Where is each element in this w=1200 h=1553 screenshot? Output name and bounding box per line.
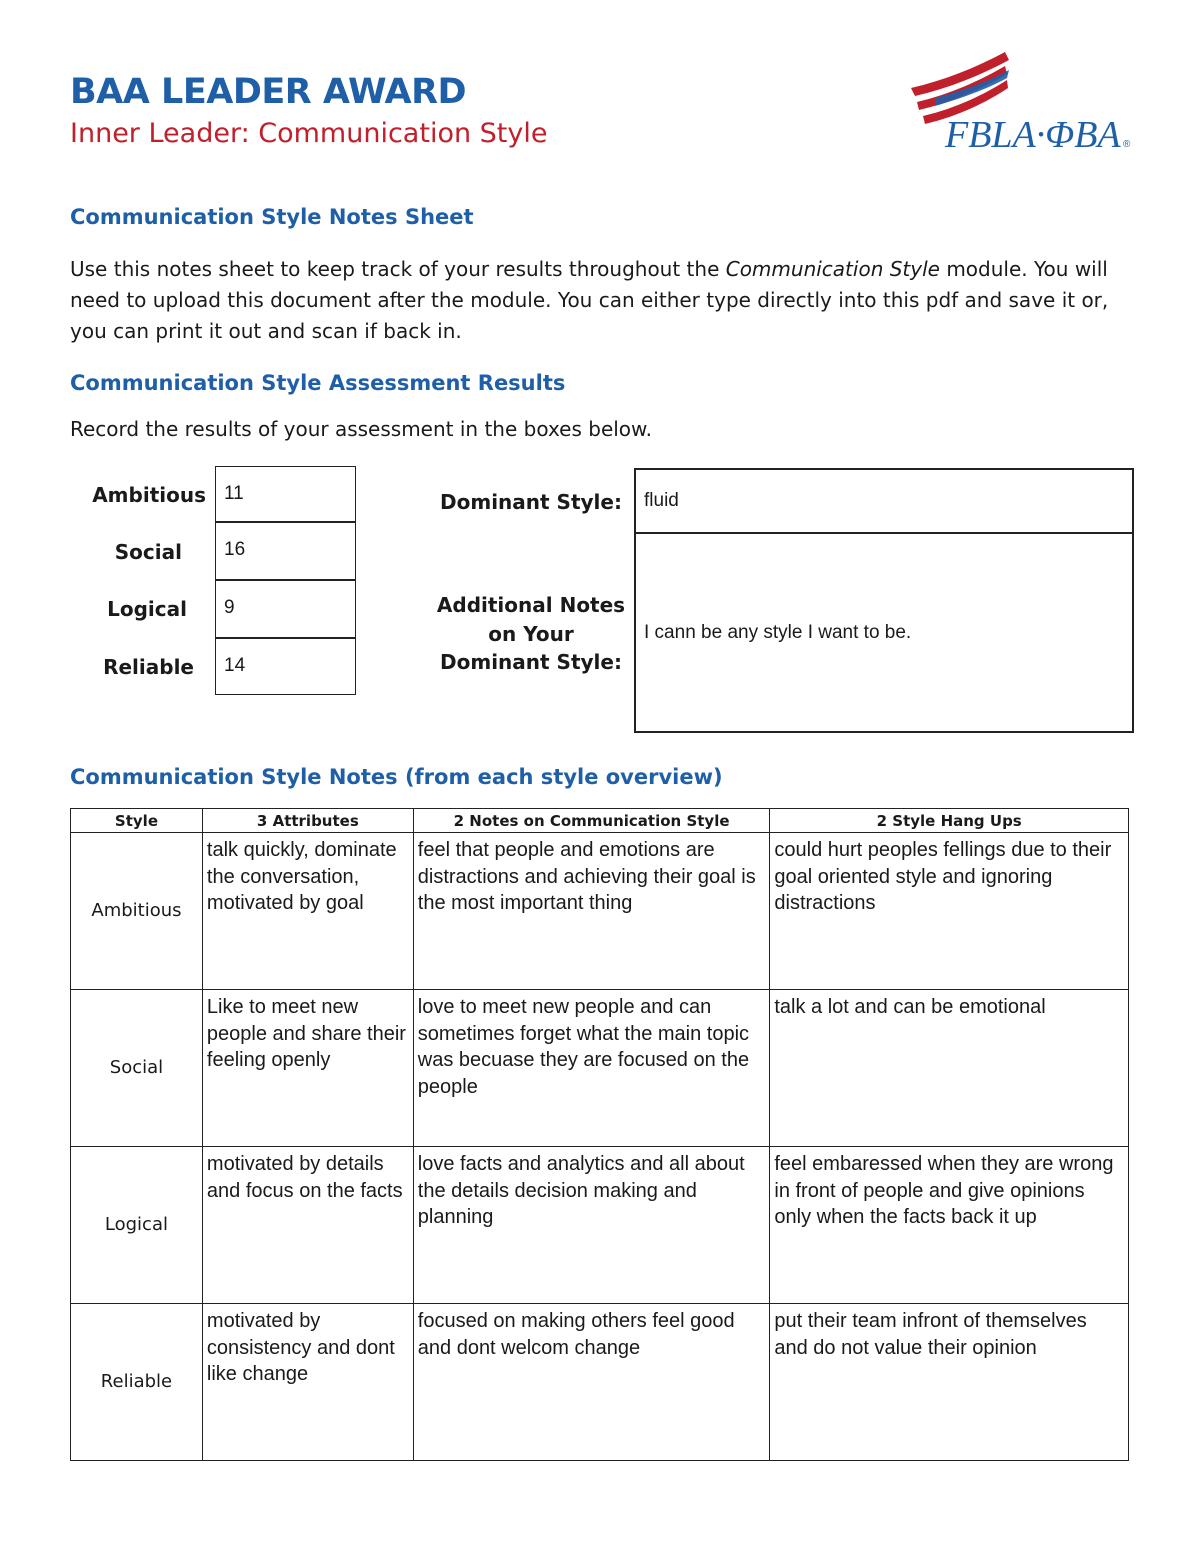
notes-cell[interactable]: love to meet new people and can sometimes forget what the main topic was becuase they are focused on the people <box>413 990 770 1147</box>
style-cell: Reliable <box>71 1304 203 1461</box>
score-label-ambitious: Ambitious <box>92 483 206 507</box>
score-field-ambitious[interactable]: 11 <box>215 466 356 522</box>
svg-text:®: ® <box>1123 139 1131 150</box>
attributes-cell[interactable]: motivated by details and focus on the facts <box>202 1147 413 1304</box>
notes-cell[interactable]: feel that people and emotions are distractions and achieving their goal is the most important thing <box>413 833 770 990</box>
attributes-cell[interactable]: talk quickly, dominate the conversation, motivated by goal <box>202 833 413 990</box>
hangups-cell[interactable]: talk a lot and can be emotional <box>770 990 1129 1147</box>
notes-sheet-heading: Communication Style Notes Sheet <box>70 205 474 229</box>
style-cell: Social <box>71 990 203 1147</box>
table-row <box>71 833 1129 990</box>
column-header-hangups: 2 Style Hang Ups <box>770 809 1129 833</box>
notes-cell[interactable]: focused on making others feel good and dont welcom change <box>413 1304 770 1461</box>
page-subtitle: Inner Leader: Communication Style <box>70 118 548 149</box>
hangups-cell[interactable]: put their team infront of themselves and do not value their opinion <box>770 1304 1129 1461</box>
table-row <box>71 1304 1129 1461</box>
attributes-cell[interactable]: Like to meet new people and share their feeling openly <box>202 990 413 1147</box>
column-header-attributes: 3 Attributes <box>202 809 413 833</box>
notes-table-heading: Communication Style Notes (from each style overview) <box>70 765 723 789</box>
score-label-logical: Logical <box>107 597 187 621</box>
table-row <box>71 1147 1129 1304</box>
page-title: BAA LEADER AWARD <box>70 72 467 112</box>
score-label-reliable: Reliable <box>103 655 194 679</box>
additional-notes-field[interactable]: I cann be any style I want to be. <box>634 532 1134 733</box>
style-cell: Ambitious <box>71 833 203 990</box>
logo-text: FBLA·ΦBA <box>945 114 1121 156</box>
score-field-reliable[interactable]: 14 <box>215 638 356 695</box>
notes-cell[interactable]: love facts and analytics and all about the details decision making and planning <box>413 1147 770 1304</box>
assessment-heading: Communication Style Assessment Results <box>70 371 566 395</box>
assessment-instruction: Record the results of your assessment in the boxes below. <box>70 417 652 441</box>
hangups-cell[interactable]: could hurt peoples fellings due to their goal oriented style and ignoring distractions <box>770 833 1129 990</box>
attributes-cell[interactable]: motivated by consistency and dont like change <box>202 1304 413 1461</box>
fbla-pbl-logo <box>905 50 1135 160</box>
table-row <box>71 990 1129 1147</box>
column-header-style: Style <box>71 809 203 833</box>
dominant-style-field[interactable]: fluid <box>634 468 1134 534</box>
column-header-notes: 2 Notes on Communication Style <box>413 809 770 833</box>
score-field-logical[interactable]: 9 <box>215 580 356 638</box>
score-label-social: Social <box>114 540 182 564</box>
intro-paragraph: Use this notes sheet to keep track of your results throughout the Communication Style module. You will need to upload this document after the module. You can either type directly into this pdf and save it or, you can print it out and scan if back in. <box>70 257 1109 343</box>
style-cell: Logical <box>71 1147 203 1304</box>
dominant-style-label: Dominant Style: <box>440 490 622 514</box>
hangups-cell[interactable]: feel embaressed when they are wrong in front of people and give opinions only when the facts back it up <box>770 1147 1129 1304</box>
additional-notes-label: Additional Notes on Your Dominant Style: <box>436 593 626 674</box>
score-field-social[interactable]: 16 <box>215 522 356 580</box>
table-header-row <box>71 809 1129 833</box>
style-notes-table <box>70 808 1129 1461</box>
